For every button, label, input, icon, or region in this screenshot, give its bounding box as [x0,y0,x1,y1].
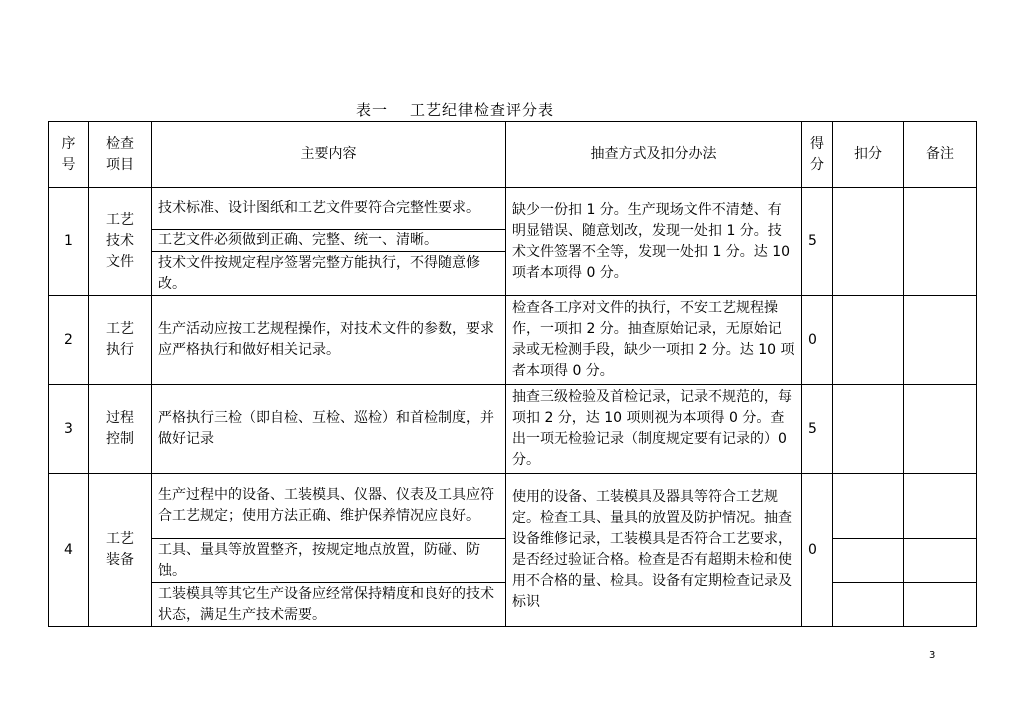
table-title-label: 表一 [355,101,388,119]
row-method: 检查各工序对文件的执行，不安工艺规程操作，一项扣 2 分。抽查原始记录，无原始记录或无检测手段，缺少一项扣 2 分。达 10 项者本项得 0 分。 [506,296,802,385]
row-content: 工艺文件必须做到正确、完整、统一、清晰。 [152,230,506,252]
header-row [49,122,977,188]
row-remark [904,296,977,385]
row-item: 工艺 装备 [89,474,152,627]
table-row [49,385,977,474]
row-content: 生产过程中的设备、工装模具、仪器、仪表及工具应符合工艺规定；使用方法正确、维护保养情况应良好。 [152,474,506,539]
row-item: 工艺 执行 [89,296,152,385]
header-seq: 序 号 [49,122,89,188]
row-content: 生产活动应按工艺规程操作，对技术文件的参数，要求应严格执行和做好相关记录。 [152,296,506,385]
row-score: 5 [802,188,833,296]
row-score: 5 [802,385,833,474]
table-title [0,99,910,120]
table-row [49,188,977,230]
header-method: 抽查方式及扣分办法 [506,122,802,188]
row-deduct [833,539,904,583]
row-score: 0 [802,296,833,385]
row-content: 技术文件按规定程序签署完整方能执行，不得随意修改。 [152,252,506,296]
table-row [49,474,977,539]
row-deduct [833,474,904,539]
row-content: 技术标准、设计图纸和工艺文件要符合完整性要求。 [152,188,506,230]
header-remark: 备注 [904,122,977,188]
row-method: 抽查三级检验及首检记录，记录不规范的，每项扣 2 分，达 10 项则视为本项得 0 分。查出一项无检验记录（制度规定要有记录的）0 分。 [506,385,802,474]
row-remark [904,385,977,474]
row-method: 使用的设备、工装模具及器具等符合工艺规定。检查工具、量具的放置及防护情况。抽查设备维修记录，工装模具是否符合工艺要求，是否经过验证合格。检查是否有超期未检和使用不合格的量、检具。设备有定期检查记录及标识 [506,474,802,627]
header-deduct: 扣分 [833,122,904,188]
row-deduct [833,296,904,385]
row-score: 0 [802,474,833,627]
row-remark [904,474,977,539]
row-content: 严格执行三检（即自检、互检、巡检）和首检制度，并做好记录 [152,385,506,474]
row-seq: 1 [49,188,89,296]
header-content: 主要内容 [152,122,506,188]
page-number: 3 [929,650,936,661]
header-score: 得 分 [802,122,833,188]
table-title-text: 工艺纪律检查评分表 [410,101,555,119]
row-remark [904,583,977,627]
row-remark [904,188,977,296]
row-seq: 3 [49,385,89,474]
row-content: 工装模具等其它生产设备应经常保持精度和良好的技术状态，满足生产技术需要。 [152,583,506,627]
row-deduct [833,188,904,296]
row-seq: 2 [49,296,89,385]
header-item: 检查 项目 [89,122,152,188]
row-deduct [833,583,904,627]
table-row [49,296,977,385]
row-content: 工具、量具等放置整齐，按规定地点放置，防碰、防蚀。 [152,539,506,583]
row-remark [904,539,977,583]
row-item: 工艺 技术 文件 [89,188,152,296]
row-item: 过程 控制 [89,385,152,474]
row-deduct [833,385,904,474]
score-table [48,121,977,627]
row-method: 缺少一份扣 1 分。生产现场文件不清楚、有明显错误、随意划改，发现一处扣 1 分。技术文件签署不全等，发现一处扣 1 分。达 10 项者本项得 0 分。 [506,188,802,296]
row-seq: 4 [49,474,89,627]
